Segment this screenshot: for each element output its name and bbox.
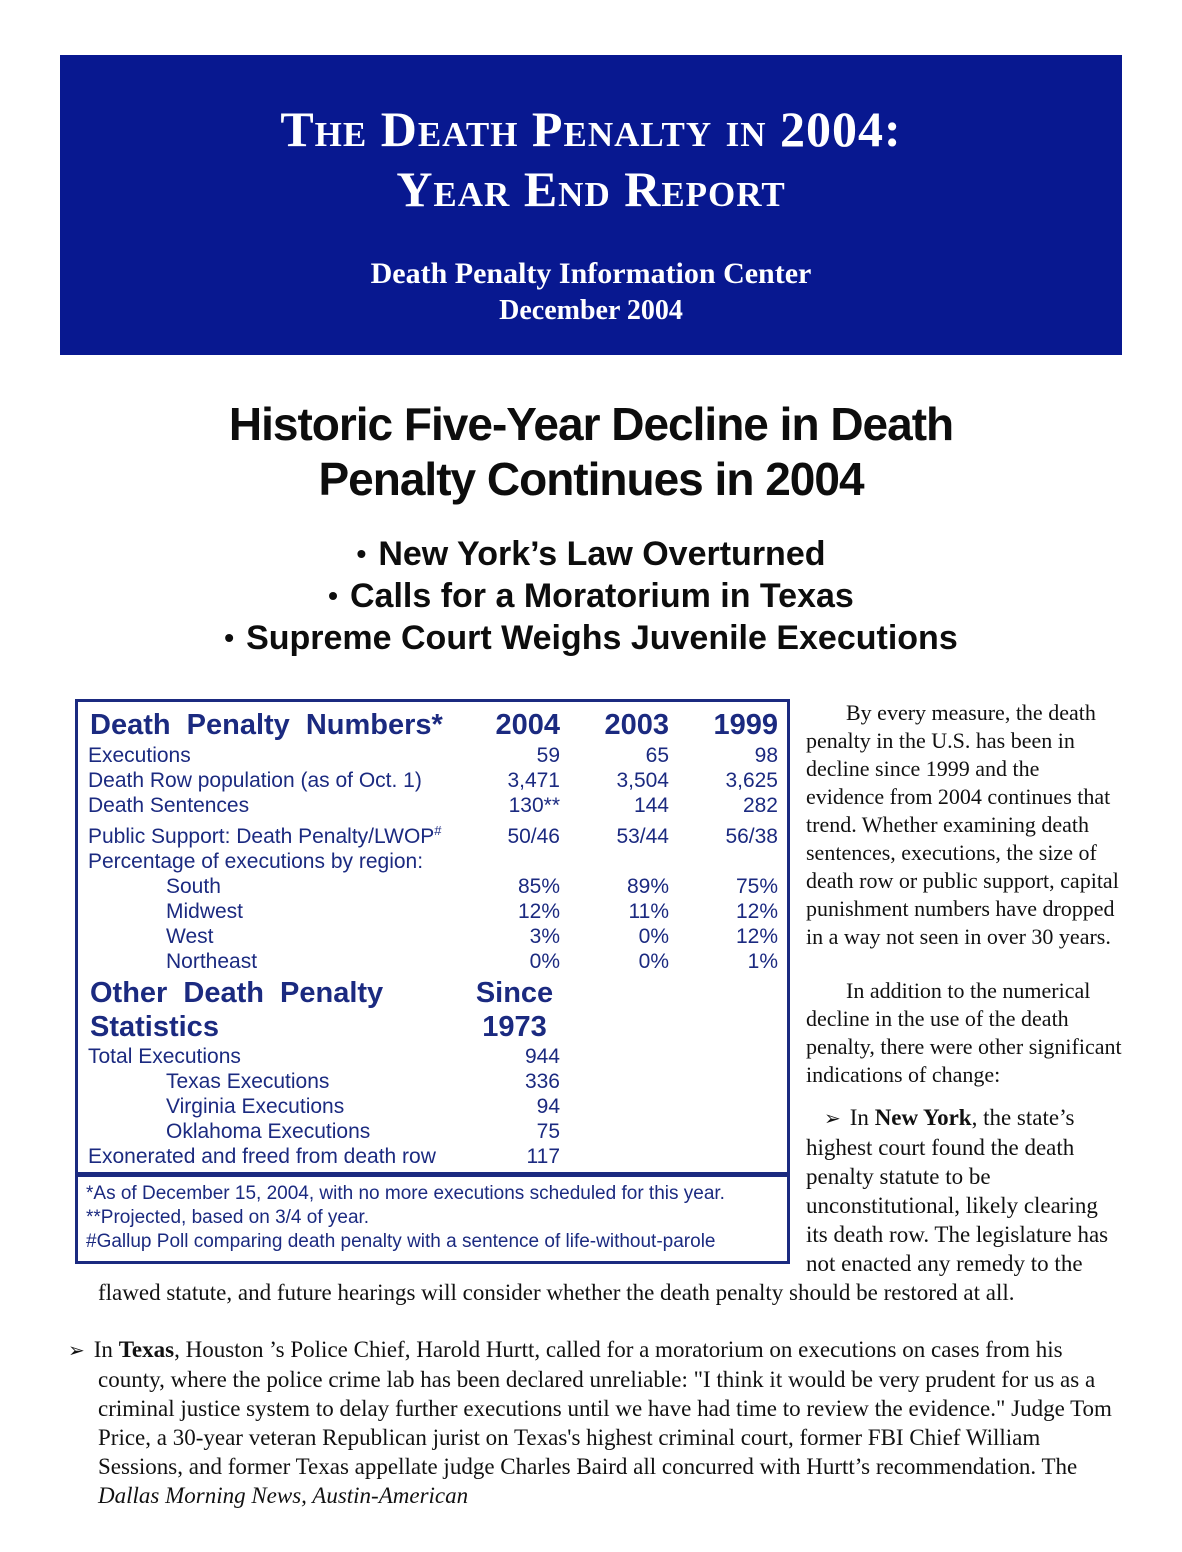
highlight-text: New York’s Law Overturned (378, 535, 826, 573)
table-row (78, 1094, 787, 1119)
item-text: , the state’s highest court found the death penalty statute to be unconstitutional, likely clearing its death row. The legislature has not enacted any remedy to the flawed statute, and future hearings will consider whether the death penalty should be restored at all. (98, 1105, 1109, 1305)
row-label: Oklahoma Executions (166, 1120, 371, 1143)
intro-paragraph-1: By every measure, the death penalty in the U.S. has been in decline since 1999 and the evidence from 2004 continues that trend. Whether examining death sentences, executions, the size of death row or public support, capital punishment numbers have dropped in a way not seen in over 30 years. (806, 700, 1119, 949)
row-label: Northeast (166, 950, 258, 973)
column-header-2003: 2003 (604, 709, 669, 741)
arrow-bullet-icon: ➢ (824, 1106, 841, 1130)
banner (60, 55, 1122, 355)
item-prefix: In (93, 1337, 119, 1362)
row-label: Texas Executions (166, 1070, 330, 1093)
row-value: 11% (628, 900, 669, 923)
headline-line2: Penalty Continues in 2004 (318, 453, 864, 505)
row-value: 3,504 (616, 769, 669, 792)
table-title: Death Penalty Numbers* (90, 709, 443, 741)
table-row (78, 949, 787, 974)
footnote-line: **Projected, based on 3/4 of year. (86, 1207, 370, 1228)
row-value: 12% (735, 900, 778, 923)
footnote-line: *As of December 15, 2004, with no more executions scheduled for this year. (86, 1183, 725, 1204)
row-value: 98 (754, 744, 778, 767)
highlight-item (0, 617, 1182, 659)
stats-table (75, 699, 790, 1175)
column-header-1999: 1999 (713, 709, 778, 741)
row-value: 944 (524, 1045, 560, 1068)
arrow-bullet-icon: ➢ (68, 1338, 85, 1362)
table-row (78, 849, 787, 874)
row-value: 89% (626, 875, 669, 898)
row-label: Exonerated and freed from death row (88, 1145, 436, 1168)
row-value: 130** (508, 794, 560, 817)
report-title-line2: Year End Report (396, 161, 786, 217)
row-value: 0% (638, 925, 669, 948)
table-row (78, 1119, 787, 1144)
row-value: 3,471 (507, 769, 560, 792)
row-label: Death Row population (as of Oct. 1) (88, 769, 422, 792)
table-header-row (78, 707, 787, 743)
footnotes (75, 1174, 790, 1264)
row-label: Total Executions (88, 1045, 241, 1068)
bullet-dot-icon: • (328, 580, 338, 611)
section2-header-row (78, 974, 787, 1044)
report-title-line1: The Death Penalty in 2004: (280, 101, 902, 157)
footnote-line: #Gallup Poll comparing death penalty with a sentence of life-without-parole (86, 1231, 716, 1252)
table-row (78, 743, 787, 768)
row-value: 94 (536, 1095, 560, 1118)
table-row (78, 899, 787, 924)
row-label: West (166, 925, 214, 948)
bullet-dot-icon: • (356, 538, 367, 569)
row-label: Virginia Executions (166, 1095, 345, 1118)
column-header-2004: 2004 (495, 709, 560, 741)
row-value: 0% (529, 950, 560, 973)
section2-title: Other Death Penalty Statistics (90, 977, 384, 1043)
table-row (78, 768, 787, 793)
row-value: 56/38 (725, 825, 778, 848)
row-value: 0% (638, 950, 669, 973)
table-row (78, 1144, 787, 1169)
row-value: 12% (517, 900, 560, 923)
table-row (78, 1044, 787, 1069)
table-row (78, 924, 787, 949)
row-label: Executions (88, 744, 191, 767)
row-value: 75 (536, 1120, 560, 1143)
row-value: 85% (517, 875, 560, 898)
item-text: , Houston ’s Police Chief, Harold Hurtt, called for a moratorium on executions on cases from his county, where the police crime lab has been declared unreliable: "I think it would be very prudent for us as a criminal justice system to delay further executions until we have had time to review the evidence." Judge Tom Price, a 30-year veteran Republican jurist on Texas's highest criminal court, former FBI Chief William Sessions, and former Texas appellate judge Charles Baird all concurred with Hurtt’s recommendation. The (98, 1337, 1112, 1479)
report-title (60, 99, 1122, 219)
row-label: Percentage of executions by region: (88, 850, 424, 873)
row-value: 144 (633, 794, 669, 817)
row-value: 282 (742, 794, 778, 817)
item-state-bold: Texas (118, 1337, 175, 1362)
row-label: Public Support: Death Penalty/LWOP# (88, 823, 442, 848)
highlight-item (0, 575, 1182, 617)
row-value: 75% (735, 875, 778, 898)
row-label: South (166, 875, 221, 898)
row-value: 53/44 (616, 825, 669, 848)
row-label: Death Sentences (88, 794, 250, 817)
content-area (60, 699, 1122, 1510)
highlight-text: Calls for a Moratorium in Texas (349, 577, 854, 615)
row-value: 12% (735, 925, 778, 948)
organization-name: Death Penalty Information Center (370, 257, 812, 290)
page-title (40, 397, 1142, 507)
row-value: 50/46 (507, 825, 560, 848)
intro-paragraph-2: In addition to the numerical decline in the use of the death penalty, there were other significant indications of change: (806, 978, 1122, 1087)
highlights-list (0, 533, 1182, 659)
row-value: 3,625 (725, 769, 778, 792)
item-citation-italic: Dallas Morning News, Austin-American (98, 1483, 469, 1508)
item-state-bold: New York (874, 1105, 972, 1130)
highlight-item (0, 533, 1182, 575)
table-row (78, 874, 787, 899)
row-value: 59 (536, 744, 560, 767)
table-row (78, 1069, 787, 1094)
row-value: 117 (526, 1145, 560, 1168)
row-value: 336 (524, 1070, 560, 1093)
footnote-marker: # (434, 823, 442, 838)
texas-item (60, 1335, 1122, 1510)
row-value: 65 (645, 744, 669, 767)
table-row (78, 818, 787, 849)
row-label: Midwest (166, 900, 244, 923)
item-prefix: In (849, 1105, 875, 1130)
table-row (78, 793, 787, 818)
row-value: 3% (529, 925, 560, 948)
row-value: 1% (747, 950, 778, 973)
section2-column-header: Since 1973 (475, 977, 554, 1043)
headline-line1: Historic Five-Year Decline in Death (228, 398, 954, 450)
highlight-text: Supreme Court Weighs Juvenile Executions (246, 619, 958, 657)
report-date: December 2004 (499, 295, 683, 326)
stats-panel (75, 699, 790, 1264)
bullet-dot-icon: • (224, 622, 235, 653)
